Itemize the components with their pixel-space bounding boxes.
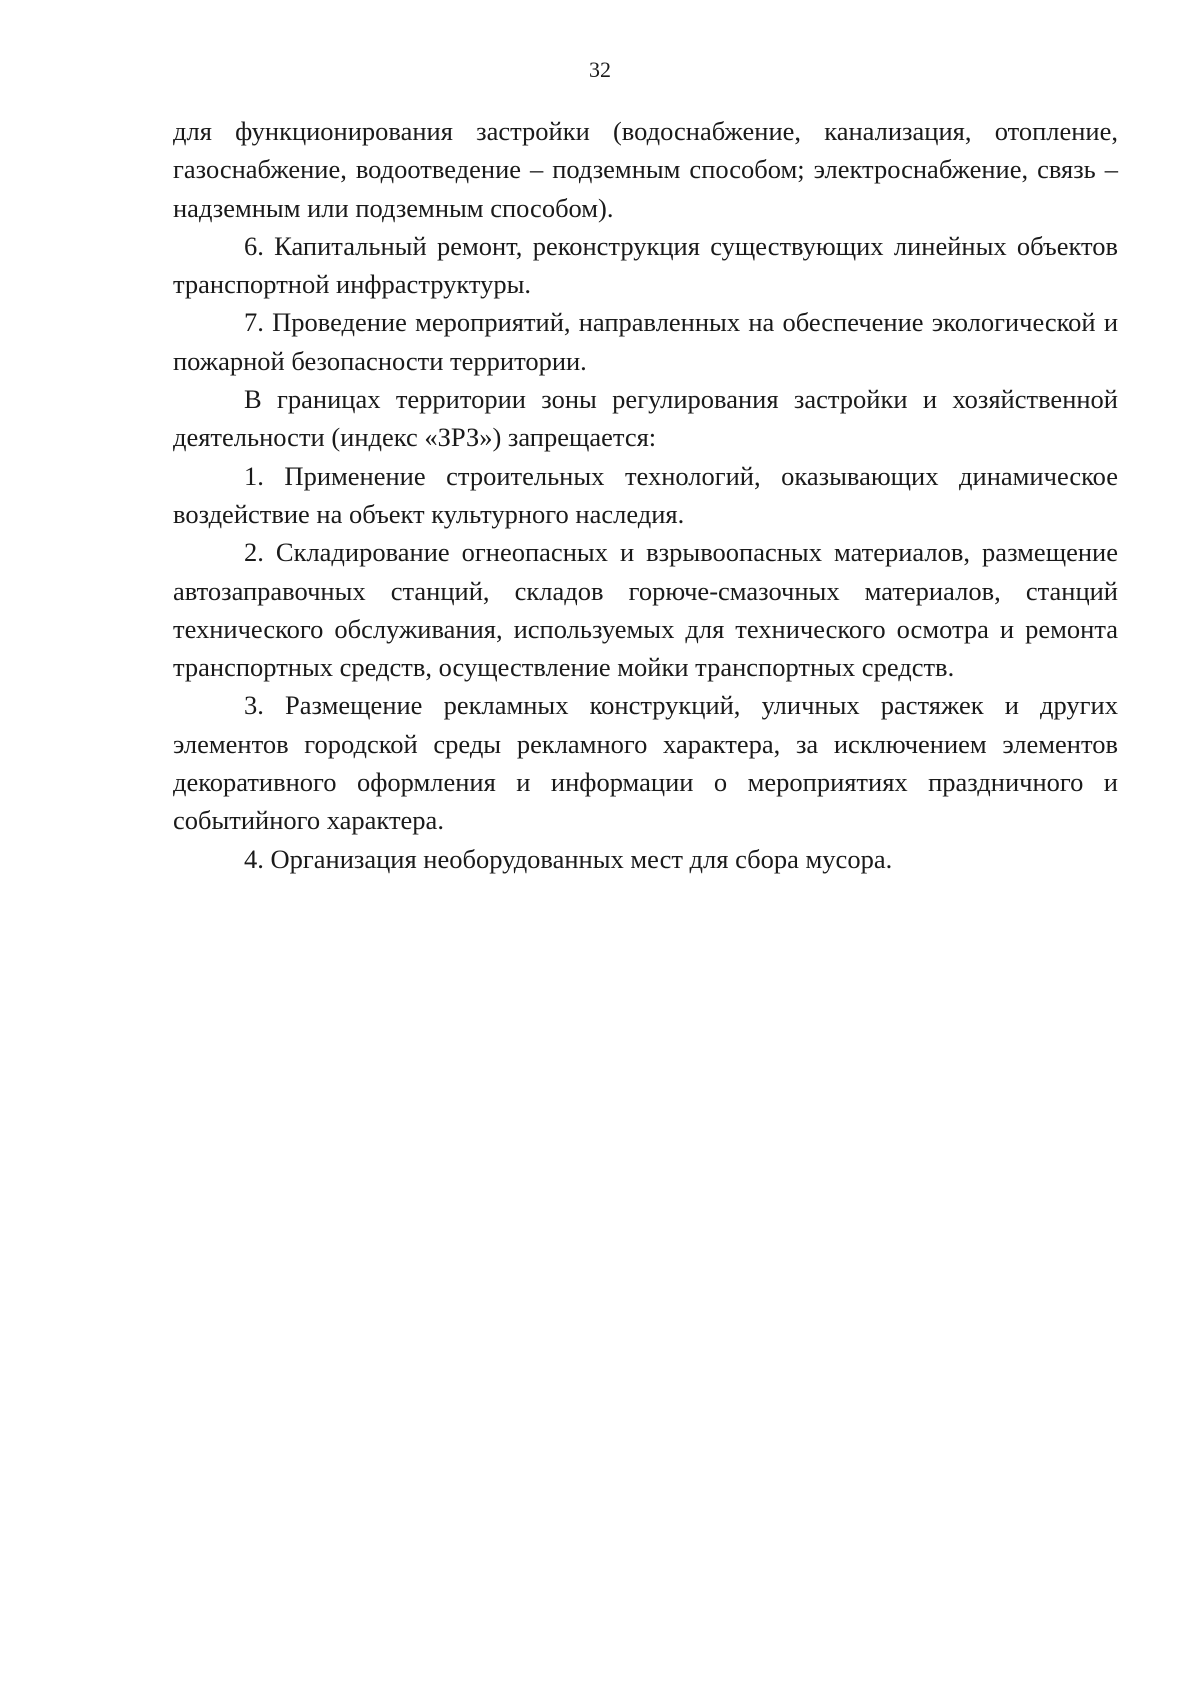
paragraph-continuation: для функционирования застройки (водоснабжение, канализация, отопление, газоснабжение, водоотведение – подземным способом; электроснабжение, связь – надземным или подземным способом).: [173, 116, 1118, 223]
page-number: 32: [589, 57, 611, 82]
document-body: [173, 112, 1118, 878]
paragraph-item-7: 7. Проведение мероприятий, направленных на обеспечение экологической и пожарной безопасности территории.: [173, 307, 1118, 376]
paragraph-zrz-intro: В границах территории зоны регулирования застройки и хозяйственной деятельности (индекс «ЗРЗ») запрещается:: [173, 384, 1118, 453]
paragraph-item-6: 6. Капитальный ремонт, реконструкция существующих линейных объектов транспортной инфраструктуры.: [173, 230, 1118, 300]
paragraph-prohibition-1: 1. Применение строительных технологий, оказывающих динамическое воздействие на объект культурного наследия.: [173, 460, 1118, 529]
paragraph-prohibition-3: 3. Размещение рекламных конструкций, уличных растяжек и других элементов городской среды рекламного характера, за исключением элементов декоративного оформления и информации о мероприятиях праздничного и событийного характера.: [173, 690, 1118, 836]
paragraph-prohibition-4: 4. Организация необорудованных мест для сбора мусора.: [244, 843, 893, 874]
paragraph-prohibition-2: 2. Складирование огнеопасных и взрывоопасных материалов, размещение автозаправочных станций, складов горюче-смазочных материалов, станций технического обслуживания, используемых для технического осмотра и ремонта транспортных средств, осуществление мойки транспортных средств.: [173, 537, 1118, 683]
